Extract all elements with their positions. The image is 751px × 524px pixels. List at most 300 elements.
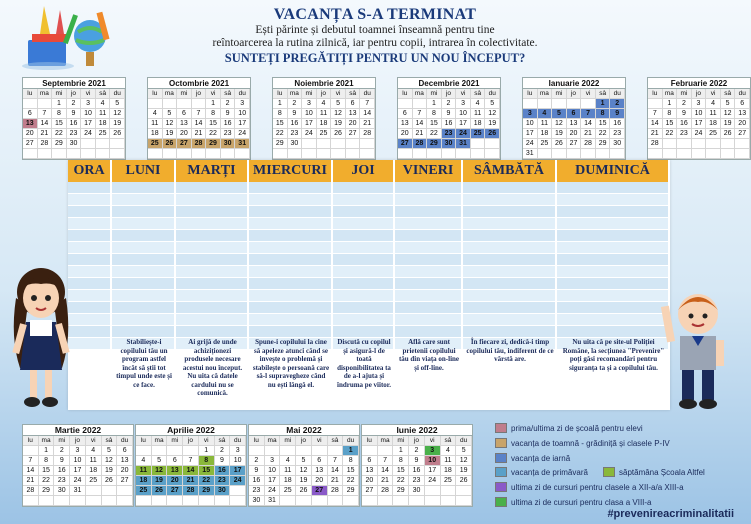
empty-day-cell	[54, 496, 70, 506]
day-cell: 17	[70, 466, 86, 476]
day-cell: 20	[23, 129, 38, 139]
weekday-label: sâ	[721, 89, 736, 99]
day-cell: 25	[136, 486, 152, 496]
day-cell: 25	[317, 129, 332, 139]
empty-day-cell	[538, 149, 553, 159]
day-cell: 11	[706, 109, 721, 119]
timetable-rows	[68, 182, 670, 350]
day-cell: 26	[485, 129, 500, 139]
day-cell: 20	[177, 129, 192, 139]
legend-label: ultima zi de cursuri pentru clasele a XII-a/a XIII-a	[511, 482, 684, 492]
day-cell: 3	[302, 99, 317, 109]
day-cell: 25	[86, 476, 102, 486]
day-cell: 19	[110, 119, 125, 129]
legend-item	[495, 467, 588, 477]
day-cell: 8	[52, 109, 67, 119]
day-cell: 13	[362, 466, 378, 476]
day-cell: 1	[206, 99, 221, 109]
empty-day-cell	[346, 149, 361, 159]
day-cell: 18	[86, 466, 102, 476]
empty-day-cell	[86, 496, 102, 506]
day-cell: 11	[148, 119, 163, 129]
empty-day-cell	[331, 149, 346, 159]
day-cell: 11	[86, 456, 102, 466]
day-cell: 23	[249, 486, 265, 496]
day-cell: 8	[39, 456, 55, 466]
weekday-label: vi	[331, 89, 346, 99]
legend-swatch	[495, 423, 507, 433]
day-cell: 21	[38, 129, 53, 139]
empty-day-cell	[152, 496, 168, 506]
day-cell: 14	[581, 119, 596, 129]
day-cell: 17	[692, 119, 707, 129]
day-tip: Ai grijă de unde achiziționezi produsele necesare acestui nou început. Nu uita că datele cardului nu se comunică.	[182, 338, 243, 397]
day-cell: 18	[441, 466, 457, 476]
timetable-row	[68, 230, 670, 242]
day-cell: 6	[567, 109, 582, 119]
empty-day-cell	[221, 149, 236, 159]
day-cell: 3	[523, 109, 538, 119]
empty-day-cell	[456, 496, 472, 506]
day-cell: 24	[81, 129, 96, 139]
day-cell: 20	[117, 466, 133, 476]
empty-day-cell	[296, 496, 312, 506]
weekday-label: du	[110, 89, 125, 99]
empty-day-cell	[110, 139, 125, 149]
empty-day-cell	[206, 149, 221, 159]
day-cell: 30	[215, 486, 231, 496]
day-cell: 4	[471, 99, 486, 109]
weekday-label: lu	[136, 436, 152, 446]
day-cell: 3	[235, 99, 250, 109]
month-grid	[362, 436, 472, 506]
empty-day-cell	[721, 149, 736, 159]
girl-illustration	[6, 258, 76, 414]
weekday-label: du	[360, 89, 375, 99]
weekday-label: ma	[288, 89, 303, 99]
weekday-label: jo	[692, 89, 707, 99]
day-cell: 19	[485, 119, 500, 129]
day-cell: 7	[23, 456, 39, 466]
legend-item	[495, 497, 652, 507]
empty-day-cell	[362, 496, 378, 506]
legend-item	[495, 423, 643, 433]
month-title: Decembrie 2021	[398, 78, 500, 89]
empty-day-cell	[117, 496, 133, 506]
empty-day-cell	[567, 149, 582, 159]
empty-day-cell	[692, 149, 707, 159]
day-cell: 10	[425, 456, 441, 466]
empty-day-cell	[552, 149, 567, 159]
day-cell: 19	[163, 129, 178, 139]
empty-day-cell	[23, 446, 39, 456]
day-cell: 17	[523, 129, 538, 139]
legend-item	[495, 482, 684, 492]
empty-day-cell	[362, 446, 378, 456]
weekday-label: sâ	[596, 89, 611, 99]
legend-swatch	[603, 467, 615, 477]
day-cell: 16	[67, 119, 82, 129]
timetable-row	[68, 290, 670, 302]
day-cell: 18	[136, 476, 152, 486]
legend-item	[495, 453, 570, 463]
day-cell: 21	[328, 476, 344, 486]
timetable-row	[68, 242, 670, 254]
empty-day-cell	[110, 149, 125, 159]
day-cell: 18	[96, 119, 111, 129]
day-cell: 9	[442, 109, 457, 119]
day-cell: 22	[427, 129, 442, 139]
day-cell: 21	[378, 476, 394, 486]
weekday-label: mi	[52, 89, 67, 99]
day-cell: 18	[706, 119, 721, 129]
day-cell: 16	[215, 466, 231, 476]
weekday-label: sâ	[346, 89, 361, 99]
day-cell: 18	[280, 476, 296, 486]
empty-day-cell	[552, 99, 567, 109]
day-cell: 12	[102, 456, 118, 466]
timetable-row	[68, 278, 670, 290]
month-grid	[136, 436, 246, 506]
empty-day-cell	[360, 149, 375, 159]
day-cell: 1	[393, 446, 409, 456]
day-cell: 8	[393, 456, 409, 466]
day-cell: 22	[596, 129, 611, 139]
weekday-label: jo	[183, 436, 199, 446]
day-cell: 6	[23, 109, 38, 119]
month-title: Octombrie 2021	[148, 78, 250, 89]
day-cell: 13	[117, 456, 133, 466]
weekday-label: vi	[706, 89, 721, 99]
empty-day-cell	[163, 99, 178, 109]
weekday-label: mi	[302, 89, 317, 99]
empty-day-cell	[163, 149, 178, 159]
day-cell: 6	[346, 99, 361, 109]
day-cell: 15	[393, 466, 409, 476]
weekday-label: lu	[249, 436, 265, 446]
empty-day-cell	[677, 149, 692, 159]
day-cell: 28	[648, 139, 663, 149]
empty-day-cell	[456, 486, 472, 496]
day-cell: 6	[117, 446, 133, 456]
day-cell: 15	[199, 466, 215, 476]
empty-day-cell	[581, 149, 596, 159]
timetable-row	[68, 302, 670, 314]
day-cell: 9	[67, 109, 82, 119]
day-cell: 2	[67, 99, 82, 109]
day-cell: 23	[677, 129, 692, 139]
day-cell: 22	[273, 129, 288, 139]
day-cell: 16	[54, 466, 70, 476]
empty-day-cell	[167, 446, 183, 456]
weekday-label: sâ	[215, 436, 231, 446]
legend-swatch	[495, 453, 507, 463]
weekday-label: mi	[552, 89, 567, 99]
weekday-label: jo	[70, 436, 86, 446]
day-cell: 7	[192, 109, 207, 119]
day-cell: 14	[183, 466, 199, 476]
day-cell: 13	[23, 119, 38, 129]
weekday-label: vi	[425, 436, 441, 446]
day-cell: 5	[485, 99, 500, 109]
day-cell: 3	[230, 446, 246, 456]
day-cell: 6	[735, 99, 750, 109]
day-cell: 7	[581, 109, 596, 119]
day-cell: 22	[343, 476, 359, 486]
day-cell: 9	[221, 109, 236, 119]
empty-day-cell	[280, 496, 296, 506]
day-cell: 17	[456, 119, 471, 129]
day-cell: 1	[596, 99, 611, 109]
day-cell: 20	[362, 476, 378, 486]
month-grid	[273, 89, 375, 159]
weekday-label: sâ	[471, 89, 486, 99]
day-cell: 26	[110, 129, 125, 139]
column-header: MARȚI	[176, 160, 249, 182]
day-cell: 2	[215, 446, 231, 456]
day-cell: 28	[360, 129, 375, 139]
day-cell: 22	[199, 476, 215, 486]
empty-day-cell	[485, 139, 500, 149]
page-title: VACANȚA S-A TERMINAT	[273, 6, 477, 23]
day-cell: 27	[362, 486, 378, 496]
day-cell: 4	[538, 109, 553, 119]
empty-day-cell	[312, 496, 328, 506]
day-cell: 21	[581, 129, 596, 139]
empty-day-cell	[441, 496, 457, 506]
weekday-label: jo	[409, 436, 425, 446]
weekday-label: du	[485, 89, 500, 99]
day-cell: 24	[302, 129, 317, 139]
day-cell: 16	[221, 119, 236, 129]
empty-day-cell	[273, 149, 288, 159]
empty-day-cell	[328, 496, 344, 506]
day-cell: 23	[442, 129, 457, 139]
empty-day-cell	[735, 139, 750, 149]
day-cell: 13	[312, 466, 328, 476]
day-cell: 12	[552, 119, 567, 129]
month-title: Septembrie 2021	[23, 78, 125, 89]
empty-day-cell	[317, 139, 332, 149]
empty-day-cell	[409, 496, 425, 506]
day-cell: 27	[23, 139, 38, 149]
month-calendar	[248, 424, 360, 507]
empty-day-cell	[265, 446, 281, 456]
weekday-label: ma	[39, 436, 55, 446]
day-cell: 11	[441, 456, 457, 466]
empty-day-cell	[567, 99, 582, 109]
empty-day-cell	[456, 149, 471, 159]
day-cell: 15	[663, 119, 678, 129]
day-cell: 9	[288, 109, 303, 119]
month-calendar	[272, 77, 376, 160]
empty-day-cell	[442, 149, 457, 159]
empty-day-cell	[398, 149, 413, 159]
day-cell: 12	[456, 456, 472, 466]
day-cell: 1	[343, 446, 359, 456]
legend-swatch	[495, 482, 507, 492]
empty-day-cell	[192, 149, 207, 159]
empty-day-cell	[136, 446, 152, 456]
day-cell: 4	[148, 109, 163, 119]
day-cell: 10	[692, 109, 707, 119]
day-cell: 6	[312, 456, 328, 466]
month-calendar	[22, 424, 134, 507]
day-cell: 24	[523, 139, 538, 149]
empty-day-cell	[81, 139, 96, 149]
day-cell: 31	[265, 496, 281, 506]
empty-day-cell	[235, 149, 250, 159]
day-cell: 26	[102, 476, 118, 486]
day-cell: 1	[52, 99, 67, 109]
hashtag: #prevenireacriminalitatii	[607, 508, 734, 520]
weekday-label: du	[735, 89, 750, 99]
day-cell: 11	[96, 109, 111, 119]
day-cell: 26	[163, 139, 178, 149]
day-cell: 13	[567, 119, 582, 129]
day-cell: 27	[117, 476, 133, 486]
day-cell: 6	[398, 109, 413, 119]
day-cell: 9	[677, 109, 692, 119]
empty-day-cell	[23, 149, 38, 159]
day-cell: 13	[177, 119, 192, 129]
day-cell: 10	[302, 109, 317, 119]
column-header: ORA	[68, 160, 112, 182]
day-cell: 26	[552, 139, 567, 149]
day-cell: 29	[273, 139, 288, 149]
month-grid	[23, 89, 125, 159]
weekday-label: du	[230, 436, 246, 446]
legend-label: vacanța de primăvară	[511, 467, 588, 477]
day-cell: 15	[343, 466, 359, 476]
day-cell: 22	[393, 476, 409, 486]
day-cell: 29	[52, 139, 67, 149]
day-cell: 8	[343, 456, 359, 466]
day-cell: 12	[296, 466, 312, 476]
day-cell: 14	[328, 466, 344, 476]
day-cell: 28	[378, 486, 394, 496]
day-cell: 16	[288, 119, 303, 129]
weekday-label: ma	[265, 436, 281, 446]
day-cell: 19	[721, 119, 736, 129]
empty-day-cell	[183, 446, 199, 456]
weekday-label: mi	[427, 89, 442, 99]
day-cell: 8	[427, 109, 442, 119]
empty-day-cell	[148, 149, 163, 159]
month-title: Februarie 2022	[648, 78, 750, 89]
day-tip: Discută cu copilul și asigură-l de toată disponibilitatea ta de a-l ajuta și îndruma pe viitor.	[337, 338, 391, 389]
day-cell: 29	[199, 486, 215, 496]
day-cell: 11	[471, 109, 486, 119]
weekday-label: mi	[54, 436, 70, 446]
day-cell: 26	[152, 486, 168, 496]
day-cell: 6	[177, 109, 192, 119]
month-grid	[148, 89, 250, 159]
empty-day-cell	[471, 149, 486, 159]
column-header: JOI	[333, 160, 395, 182]
empty-day-cell	[148, 99, 163, 109]
intro-line-2: reîntoarcerea la rutina zilnică, iar pentru copii, intrarea în colectivitate.	[212, 37, 538, 49]
day-cell: 21	[360, 119, 375, 129]
empty-day-cell	[177, 149, 192, 159]
day-cell: 1	[199, 446, 215, 456]
day-cell: 12	[152, 466, 168, 476]
day-cell: 14	[378, 466, 394, 476]
day-cell: 8	[206, 109, 221, 119]
weekday-label: ma	[413, 89, 428, 99]
day-cell: 9	[409, 456, 425, 466]
day-cell: 17	[302, 119, 317, 129]
empty-day-cell	[648, 99, 663, 109]
weekday-label: vi	[199, 436, 215, 446]
day-cell: 4	[136, 456, 152, 466]
weekday-label: ma	[663, 89, 678, 99]
empty-day-cell	[230, 486, 246, 496]
empty-day-cell	[288, 149, 303, 159]
day-cell: 17	[265, 476, 281, 486]
day-cell: 14	[192, 119, 207, 129]
timetable-row	[68, 206, 670, 218]
day-cell: 19	[552, 129, 567, 139]
empty-day-cell	[692, 139, 707, 149]
day-cell: 24	[230, 476, 246, 486]
empty-day-cell	[677, 139, 692, 149]
day-cell: 11	[280, 466, 296, 476]
empty-day-cell	[102, 496, 118, 506]
empty-day-cell	[280, 446, 296, 456]
empty-day-cell	[167, 496, 183, 506]
day-cell: 5	[102, 446, 118, 456]
day-cell: 28	[38, 139, 53, 149]
day-cell: 17	[235, 119, 250, 129]
empty-day-cell	[378, 446, 394, 456]
day-cell: 4	[280, 456, 296, 466]
day-cell: 7	[183, 456, 199, 466]
month-title: Iunie 2022	[362, 425, 472, 436]
weekday-label: jo	[192, 89, 207, 99]
day-cell: 8	[596, 109, 611, 119]
month-calendar	[135, 424, 247, 507]
day-cell: 27	[346, 129, 361, 139]
empty-day-cell	[230, 496, 246, 506]
day-cell: 5	[110, 99, 125, 109]
day-cell: 12	[485, 109, 500, 119]
column-header: LUNI	[112, 160, 176, 182]
day-cell: 5	[331, 99, 346, 109]
empty-day-cell	[177, 99, 192, 109]
legend-item	[603, 467, 705, 477]
day-cell: 19	[102, 466, 118, 476]
month-grid	[523, 89, 625, 159]
day-cell: 27	[177, 139, 192, 149]
day-cell: 2	[442, 99, 457, 109]
day-cell: 10	[265, 466, 281, 476]
day-tip: Spune-i copilului la cine să apeleze atunci când se invește o problemă și stabilește o persoană care să-l supravegheze când nu ești lângă el.	[252, 338, 330, 389]
day-cell: 17	[81, 119, 96, 129]
day-cell: 14	[23, 466, 39, 476]
day-cell: 1	[427, 99, 442, 109]
day-cell: 1	[39, 446, 55, 456]
empty-day-cell	[183, 496, 199, 506]
day-cell: 30	[54, 486, 70, 496]
empty-day-cell	[136, 496, 152, 506]
day-cell: 14	[360, 109, 375, 119]
weekday-label: mi	[393, 436, 409, 446]
empty-day-cell	[413, 99, 428, 109]
day-cell: 29	[343, 486, 359, 496]
day-cell: 23	[409, 476, 425, 486]
empty-day-cell	[360, 139, 375, 149]
